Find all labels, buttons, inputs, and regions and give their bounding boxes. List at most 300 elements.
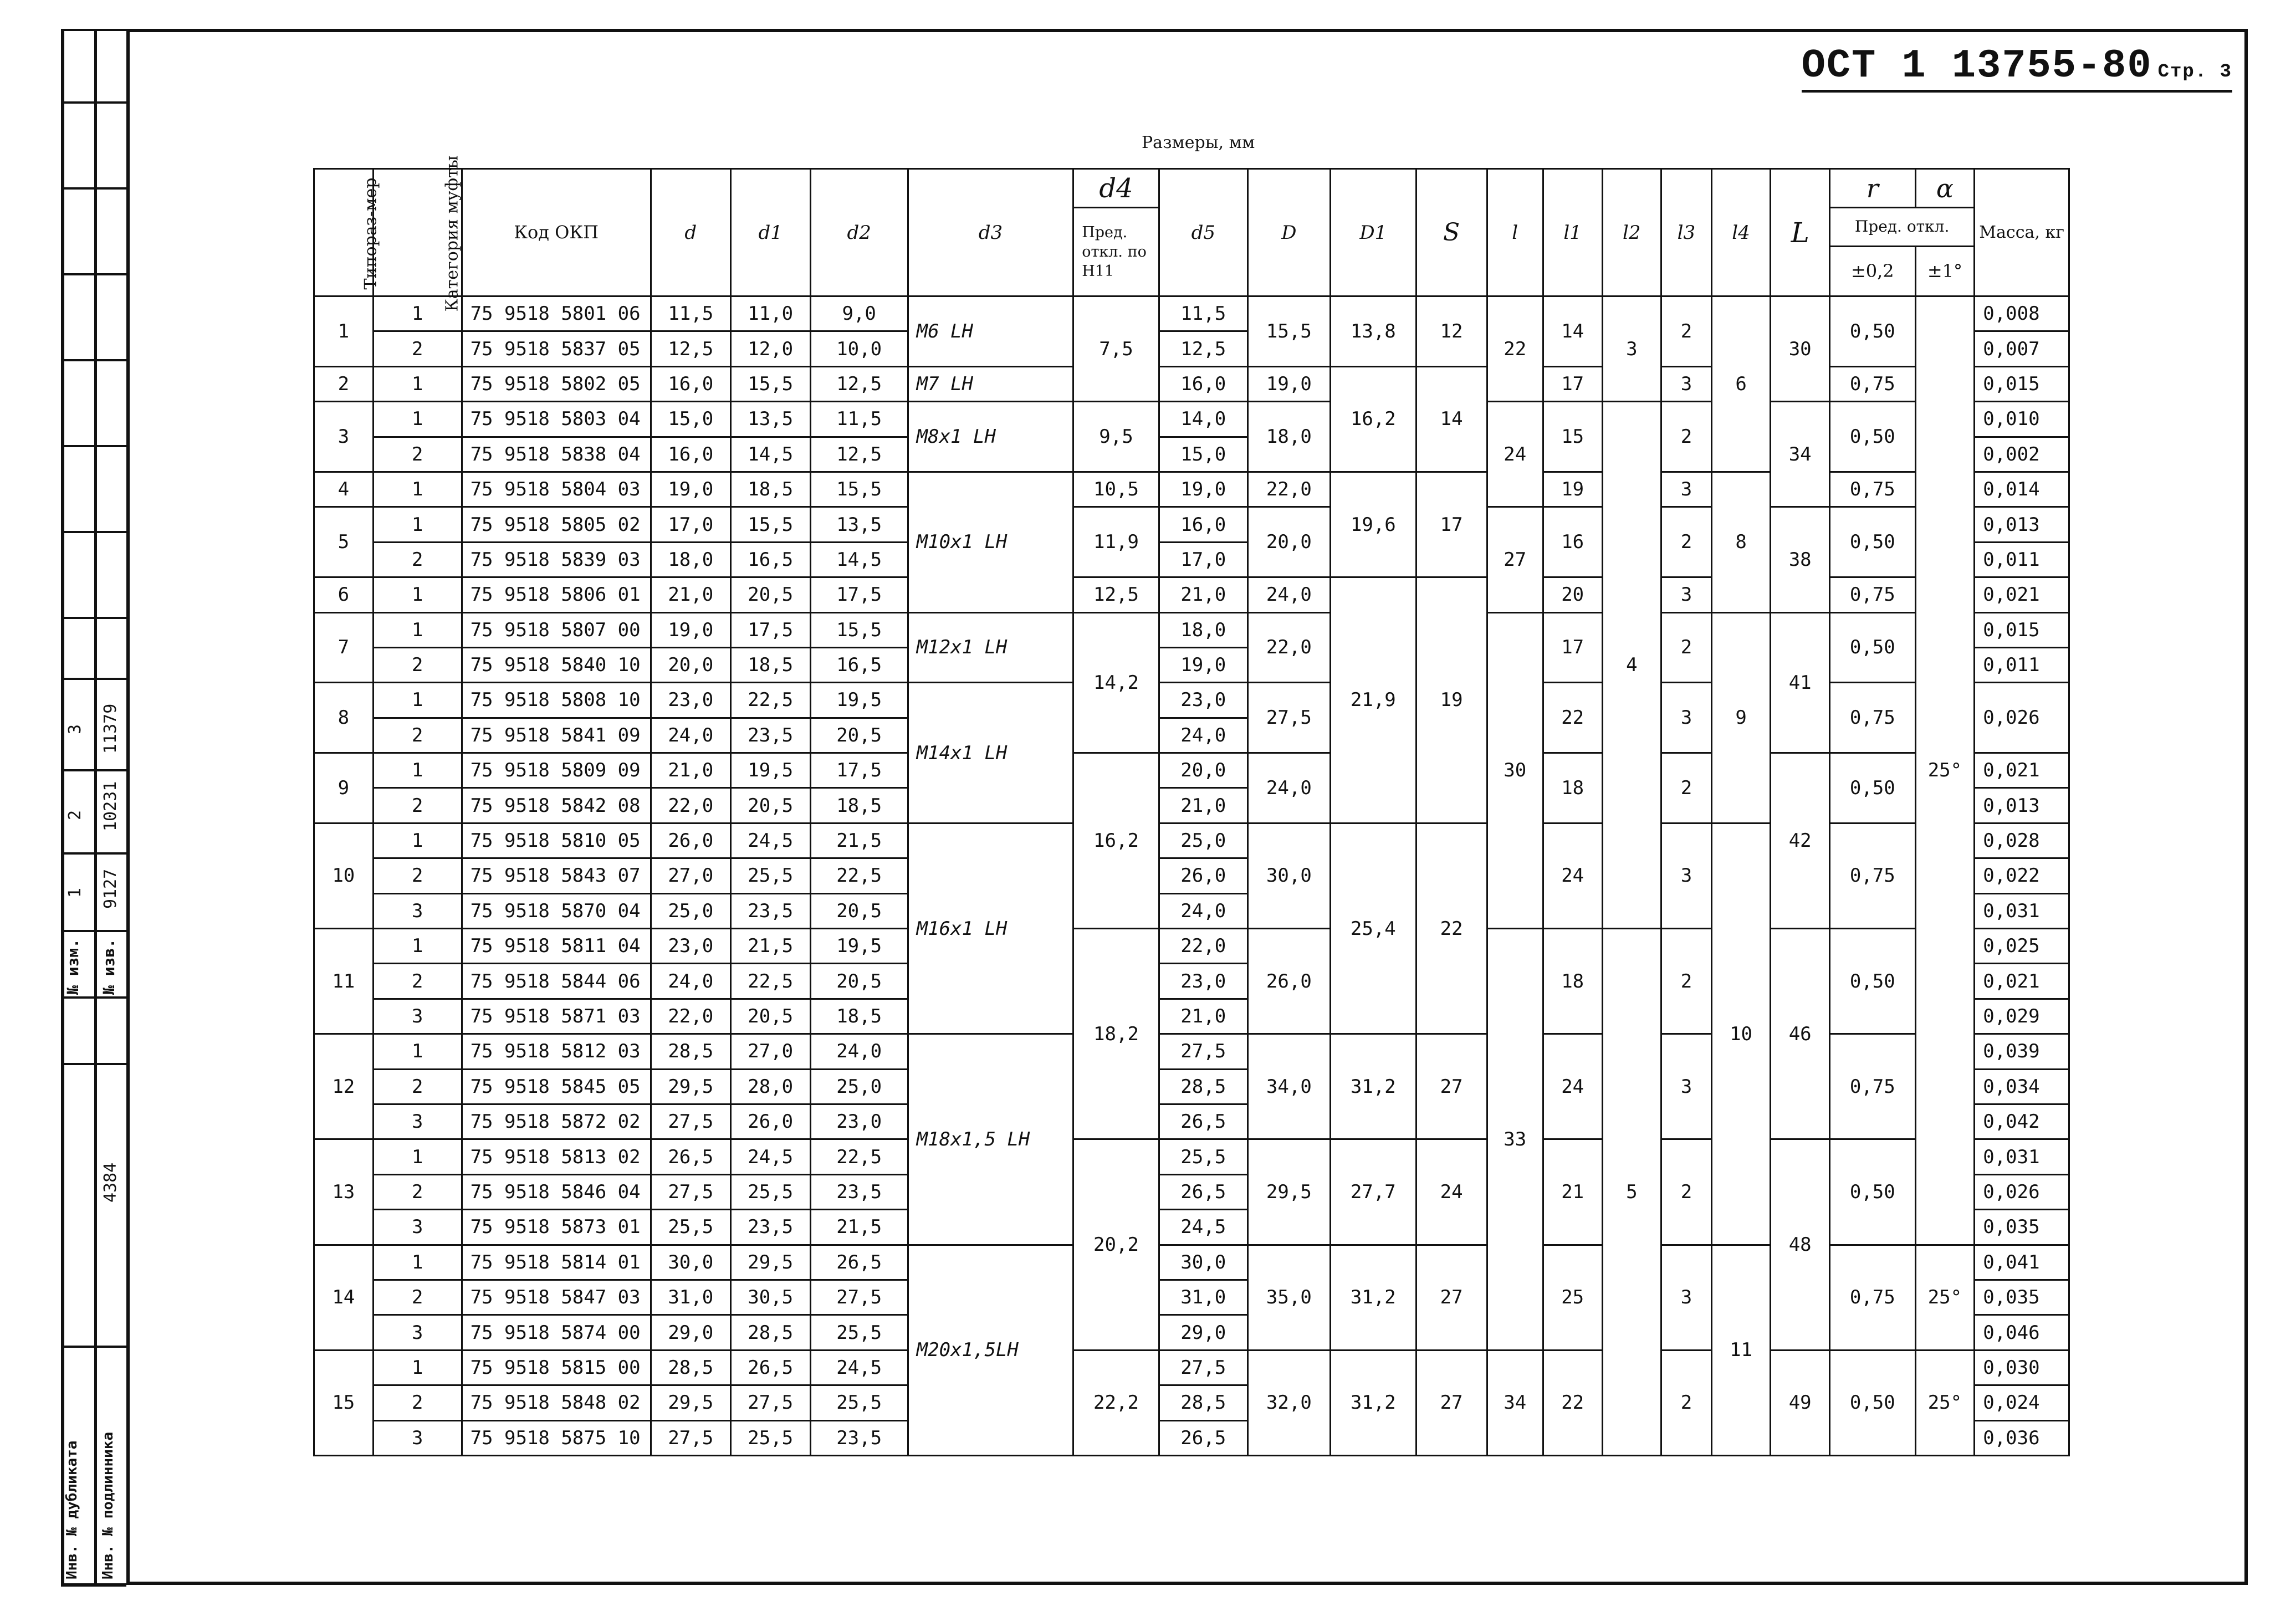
cell-kod-okp: 75 9518 5840 10 [462,647,651,682]
cell-massa: 0,014 [1975,472,2069,507]
cell-kod-okp: 75 9518 5812 03 [462,1034,651,1069]
cell-S: 27 [1416,1350,1487,1455]
cell-tiporazmer: 12 [314,1034,374,1139]
cell-d1: 25,5 [730,1174,810,1209]
cell-l3: 2 [1661,1139,1712,1245]
cell-l: 27 [1487,507,1543,612]
col-r-tolerance: ±0,2 [1830,247,1916,296]
cell-d1: 25,5 [730,1420,810,1456]
cell-l2: 3 [1602,296,1661,402]
cell-l4: 9 [1711,612,1771,823]
cell-kategoriya: 3 [373,1420,462,1456]
cell-kategoriya: 3 [373,1315,462,1350]
cell-kategoriya: 1 [373,296,462,331]
cell-d5: 21,0 [1159,788,1247,823]
cell-r: 0,50 [1830,1139,1916,1245]
cell-d4: 14,2 [1073,612,1159,753]
cell-d2: 22,5 [810,1139,908,1174]
col-tiporazmer: Типораз-мер [314,169,374,296]
cell-l: 24 [1487,402,1543,507]
cell-d3: М6 LH [908,296,1073,367]
stamp-izv-3: 11379 [101,703,120,754]
col-kod-okp: Код ОКП [462,169,651,296]
cell-d4: 16,2 [1073,753,1159,929]
cell-d2: 11,5 [810,402,908,437]
cell-tiporazmer: 7 [314,612,374,683]
cell-d: 24,0 [651,964,730,999]
cell-kod-okp: 75 9518 5874 00 [462,1315,651,1350]
cell-d5: 23,0 [1159,683,1247,718]
cell-d3: М20х1,5LH [908,1245,1073,1455]
cell-D1: 13,8 [1331,296,1417,367]
cell-d2: 10,0 [810,331,908,366]
cell-D1: 31,2 [1331,1350,1417,1455]
cell-massa: 0,036 [1975,1420,2069,1456]
cell-kategoriya: 2 [373,437,462,472]
stamp-inv-dubl-label: Инв. № дубликата [64,1440,80,1579]
stamp-izm-3: 3 [65,724,85,734]
cell-kategoriya: 1 [373,823,462,858]
cell-D1: 16,2 [1331,366,1417,472]
cell-kod-okp: 75 9518 5846 04 [462,1174,651,1209]
cell-kod-okp: 75 9518 5814 01 [462,1245,651,1280]
cell-d2: 25,0 [810,1069,908,1104]
cell-tiporazmer: 5 [314,507,374,577]
cell-l3: 2 [1661,753,1712,824]
cell-d3: М7 LH [908,366,1073,401]
cell-d: 24,0 [651,718,730,753]
cell-l4: 8 [1711,472,1771,612]
col-d5: d5 [1159,169,1247,296]
cell-massa: 0,024 [1975,1385,2069,1420]
cell-d2: 20,5 [810,964,908,999]
cell-S: 14 [1416,366,1487,472]
cell-massa: 0,021 [1975,577,2069,612]
cell-d3: М18х1,5 LH [908,1034,1073,1245]
cell-r: 0,75 [1830,1245,1916,1350]
col-alpha-tolerance: ±1° [1915,247,1975,296]
cell-l1: 14 [1543,296,1602,367]
cell-alpha: 25° [1915,296,1975,1245]
cell-kategoriya: 2 [373,1069,462,1104]
cell-d2: 24,5 [810,1350,908,1385]
cell-d5: 15,0 [1159,437,1247,472]
cell-kategoriya: 2 [373,964,462,999]
cell-kategoriya: 1 [373,507,462,542]
cell-d5: 25,5 [1159,1139,1247,1174]
cell-d3: М16х1 LH [908,823,1073,1034]
cell-d1: 14,5 [730,437,810,472]
cell-l1: 24 [1543,1034,1602,1139]
cell-d5: 14,0 [1159,402,1247,437]
cell-d: 16,0 [651,437,730,472]
cell-d2: 19,5 [810,683,908,718]
cell-kod-okp: 75 9518 5842 08 [462,788,651,823]
cell-r: 0,50 [1830,612,1916,683]
cell-massa: 0,011 [1975,647,2069,682]
cell-kategoriya: 1 [373,1350,462,1385]
cell-d5: 29,0 [1159,1315,1247,1350]
cell-kategoriya: 2 [373,788,462,823]
cell-D: 15,5 [1247,296,1330,367]
cell-massa: 0,011 [1975,542,2069,577]
cell-D: 22,0 [1247,472,1330,507]
cell-D1: 25,4 [1331,823,1417,1034]
cell-D: 19,0 [1247,366,1330,401]
cell-d: 19,0 [651,612,730,647]
cell-massa: 0,025 [1975,929,2069,964]
cell-D: 22,0 [1247,612,1330,683]
cell-massa: 0,042 [1975,1104,2069,1139]
cell-l3: 3 [1661,366,1712,401]
cell-d: 19,0 [651,472,730,507]
cell-kategoriya: 1 [373,472,462,507]
cell-d: 23,0 [651,929,730,964]
cell-d1: 25,5 [730,858,810,893]
cell-massa: 0,022 [1975,858,2069,893]
cell-d2: 23,5 [810,1420,908,1456]
cell-massa: 0,021 [1975,964,2069,999]
cell-d1: 24,5 [730,1139,810,1174]
cell-r: 0,50 [1830,402,1916,472]
cell-r: 0,75 [1830,472,1916,507]
cell-d: 21,0 [651,753,730,788]
cell-L: 46 [1771,929,1830,1139]
cell-d2: 12,5 [810,437,908,472]
cell-massa: 0,026 [1975,1174,2069,1209]
cell-l1: 18 [1543,929,1602,1034]
cell-kategoriya: 1 [373,929,462,964]
cell-l3: 3 [1661,472,1712,507]
cell-D: 32,0 [1247,1350,1330,1455]
cell-d: 21,0 [651,577,730,612]
cell-kod-okp: 75 9518 5843 07 [462,858,651,893]
cell-d1: 13,5 [730,402,810,437]
cell-d: 25,0 [651,893,730,928]
table-row [314,753,2069,788]
cell-d2: 27,5 [810,1280,908,1315]
table-row [314,929,2069,964]
col-r: r [1830,169,1916,208]
cell-d1: 16,5 [730,542,810,577]
cell-massa: 0,046 [1975,1315,2069,1350]
col-S: S [1416,169,1487,296]
cell-kod-okp: 75 9518 5802 05 [462,366,651,401]
cell-S: 17 [1416,472,1487,577]
table-body [314,296,2069,1456]
cell-l1: 18 [1543,753,1602,824]
cell-kod-okp: 75 9518 5845 05 [462,1069,651,1104]
cell-d2: 22,5 [810,858,908,893]
cell-d1: 18,5 [730,472,810,507]
cell-d: 17,0 [651,507,730,542]
stamp-izm-1: 1 [65,887,85,898]
cell-tiporazmer: 9 [314,753,374,824]
cell-d5: 26,0 [1159,858,1247,893]
cell-d: 25,5 [651,1210,730,1245]
cell-d5: 12,5 [1159,331,1247,366]
cell-l3: 2 [1661,507,1712,577]
cell-d1: 15,5 [730,507,810,542]
cell-d5: 16,0 [1159,366,1247,401]
cell-massa: 0,013 [1975,788,2069,823]
cell-l1: 22 [1543,1350,1602,1455]
cell-d5: 22,0 [1159,929,1247,964]
cell-kategoriya: 2 [373,331,462,366]
cell-d5: 28,5 [1159,1385,1247,1420]
cell-d: 12,5 [651,331,730,366]
cell-d2: 15,5 [810,472,908,507]
cell-d: 20,0 [651,647,730,682]
cell-d2: 15,5 [810,612,908,647]
cell-l4: 10 [1711,823,1771,1245]
cell-d1: 23,5 [730,1210,810,1245]
cell-d: 26,5 [651,1139,730,1174]
cell-massa: 0,029 [1975,999,2069,1034]
cell-kategoriya: 3 [373,1210,462,1245]
cell-l1: 17 [1543,612,1602,683]
cell-massa: 0,008 [1975,296,2069,331]
cell-massa: 0,030 [1975,1350,2069,1385]
cell-kod-okp: 75 9518 5810 05 [462,823,651,858]
cell-l: 34 [1487,1350,1543,1455]
cell-d: 18,0 [651,542,730,577]
cell-d5: 25,0 [1159,823,1247,858]
table-row [314,1350,2069,1385]
cell-d: 27,5 [651,1174,730,1209]
cell-kod-okp: 75 9518 5815 00 [462,1350,651,1385]
cell-d4: 18,2 [1073,929,1159,1139]
document-code [1802,43,2232,93]
stamp-inv-podl-value: 4384 [101,1162,120,1203]
col-d2: d2 [810,169,908,296]
cell-d2: 19,5 [810,929,908,964]
cell-L: 38 [1771,507,1830,612]
table-caption: Размеры, мм [1142,133,1255,152]
col-d3: d3 [908,169,1073,296]
cell-d2: 21,5 [810,823,908,858]
cell-l2: 5 [1602,929,1661,1456]
cell-kod-okp: 75 9518 5805 02 [462,507,651,542]
cell-d1: 11,0 [730,296,810,331]
cell-d2: 20,5 [810,718,908,753]
cell-d5: 27,5 [1159,1350,1247,1385]
cell-d2: 18,5 [810,788,908,823]
cell-d5: 26,5 [1159,1174,1247,1209]
cell-kategoriya: 2 [373,542,462,577]
cell-d2: 16,5 [810,647,908,682]
cell-massa: 0,013 [1975,507,2069,542]
cell-L: 41 [1771,612,1830,753]
cell-l1: 22 [1543,683,1602,753]
col-l: l [1487,169,1543,296]
table-row [314,612,2069,647]
cell-massa: 0,007 [1975,331,2069,366]
cell-D1: 19,6 [1331,472,1417,577]
cell-d1: 26,0 [730,1104,810,1139]
dimensions-table [313,155,2070,1456]
cell-l3: 3 [1661,683,1712,753]
cell-d2: 17,5 [810,753,908,788]
cell-l1: 21 [1543,1139,1602,1245]
cell-tiporazmer: 4 [314,472,374,507]
cell-d: 29,0 [651,1315,730,1350]
standard-number: ОСТ 1 13755-80 [1801,43,2152,89]
cell-d1: 18,5 [730,647,810,682]
cell-D: 24,0 [1247,753,1330,824]
table-row [314,1139,2069,1174]
col-d4-tolerance: Пред. откл. по Н11 [1073,208,1159,296]
cell-massa: 0,031 [1975,1139,2069,1174]
cell-d2: 9,0 [810,296,908,331]
cell-kategoriya: 1 [373,1139,462,1174]
cell-tiporazmer: 8 [314,683,374,753]
cell-r: 0,75 [1830,683,1916,753]
cell-d: 27,5 [651,1104,730,1139]
cell-kod-okp: 75 9518 5875 10 [462,1420,651,1456]
cell-d5: 24,0 [1159,718,1247,753]
cell-d5: 24,5 [1159,1210,1247,1245]
col-l4: l4 [1711,169,1771,296]
cell-kod-okp: 75 9518 5808 10 [462,683,651,718]
cell-tiporazmer: 1 [314,296,374,367]
table-row [314,507,2069,542]
cell-d2: 12,5 [810,366,908,401]
cell-D: 34,0 [1247,1034,1330,1139]
cell-d2: 17,5 [810,577,908,612]
cell-D: 35,0 [1247,1245,1330,1350]
cell-kod-okp: 75 9518 5813 02 [462,1139,651,1174]
cell-D: 29,5 [1247,1139,1330,1245]
cell-d1: 26,5 [730,1350,810,1385]
cell-S: 24 [1416,1139,1487,1245]
cell-d: 27,5 [651,1420,730,1456]
cell-d2: 24,0 [810,1034,908,1069]
stamp-izv-label: № изв. [100,938,118,995]
cell-d3: М14х1 LH [908,683,1073,824]
cell-d2: 25,5 [810,1385,908,1420]
cell-d4: 12,5 [1073,577,1159,612]
cell-d3: М8х1 LH [908,402,1073,472]
cell-massa: 0,035 [1975,1280,2069,1315]
cell-massa: 0,028 [1975,823,2069,858]
stamp-izm-2: 2 [65,810,85,820]
cell-d1: 27,5 [730,1385,810,1420]
cell-L: 49 [1771,1350,1830,1455]
col-massa: Масса, кг [1975,169,2069,296]
cell-L: 42 [1771,753,1830,929]
cell-d: 27,0 [651,858,730,893]
cell-kod-okp: 75 9518 5801 06 [462,296,651,331]
cell-massa: 0,035 [1975,1210,2069,1245]
cell-kod-okp: 75 9518 5873 01 [462,1210,651,1245]
cell-d1: 20,5 [730,999,810,1034]
cell-d: 26,0 [651,823,730,858]
cell-kod-okp: 75 9518 5803 04 [462,402,651,437]
col-D: D [1247,169,1330,296]
cell-massa: 0,034 [1975,1069,2069,1104]
cell-r: 0,75 [1830,366,1916,401]
cell-d: 15,0 [651,402,730,437]
cell-d1: 22,5 [730,683,810,718]
cell-d5: 11,5 [1159,296,1247,331]
cell-d1: 29,5 [730,1245,810,1280]
cell-d5: 24,0 [1159,893,1247,928]
cell-d: 28,5 [651,1034,730,1069]
cell-tiporazmer: 14 [314,1245,374,1350]
cell-D: 30,0 [1247,823,1330,928]
cell-kod-okp: 75 9518 5847 03 [462,1280,651,1315]
cell-d5: 18,0 [1159,612,1247,647]
cell-kategoriya: 2 [373,1385,462,1420]
cell-S: 27 [1416,1034,1487,1139]
cell-kod-okp: 75 9518 5811 04 [462,929,651,964]
cell-d: 31,0 [651,1280,730,1315]
cell-d5: 21,0 [1159,999,1247,1034]
cell-D1: 21,9 [1331,577,1417,824]
cell-S: 27 [1416,1245,1487,1350]
cell-d5: 19,0 [1159,472,1247,507]
cell-L: 48 [1771,1139,1830,1350]
cell-kod-okp: 75 9518 5841 09 [462,718,651,753]
cell-kategoriya: 1 [373,612,462,647]
cell-alpha: 25° [1915,1350,1975,1455]
cell-tiporazmer: 13 [314,1139,374,1245]
col-d1: d1 [730,169,810,296]
col-l1: l1 [1543,169,1602,296]
cell-kod-okp: 75 9518 5837 05 [462,331,651,366]
cell-d1: 15,5 [730,366,810,401]
table-row [314,296,2069,331]
cell-tiporazmer: 10 [314,823,374,928]
cell-l3: 3 [1661,577,1712,612]
cell-kod-okp: 75 9518 5848 02 [462,1385,651,1420]
col-d: d [651,169,730,296]
cell-d5: 30,0 [1159,1245,1247,1280]
table-row [314,402,2069,437]
cell-d4: 10,5 [1073,472,1159,507]
stamp-izm-label: № изм. [64,938,82,995]
cell-kod-okp: 75 9518 5872 02 [462,1104,651,1139]
cell-r: 0,75 [1830,823,1916,928]
cell-l3: 2 [1661,296,1712,367]
cell-l3: 2 [1661,929,1712,1034]
cell-l3: 3 [1661,1034,1712,1139]
cell-alpha: 25° [1915,1245,1975,1350]
cell-d5: 26,5 [1159,1104,1247,1139]
stamp-inv-podl-label: Инв. № подлинника [100,1431,116,1579]
col-pred-otkl: Пред. откл. [1830,208,1975,247]
cell-kategoriya: 3 [373,999,462,1034]
cell-massa: 0,002 [1975,437,2069,472]
cell-d5: 31,0 [1159,1280,1247,1315]
cell-d2: 20,5 [810,893,908,928]
cell-d: 29,5 [651,1385,730,1420]
cell-S: 19 [1416,577,1487,824]
cell-d4: 22,2 [1073,1350,1159,1455]
cell-d: 23,0 [651,683,730,718]
cell-d2: 23,5 [810,1174,908,1209]
cell-l1: 24 [1543,823,1602,928]
cell-r: 0,50 [1830,296,1916,367]
cell-D1: 31,2 [1331,1245,1417,1350]
cell-kod-okp: 75 9518 5806 01 [462,577,651,612]
cell-d: 30,0 [651,1245,730,1280]
cell-d: 11,5 [651,296,730,331]
cell-kategoriya: 2 [373,858,462,893]
cell-l4: 6 [1711,296,1771,472]
cell-kategoriya: 1 [373,366,462,401]
